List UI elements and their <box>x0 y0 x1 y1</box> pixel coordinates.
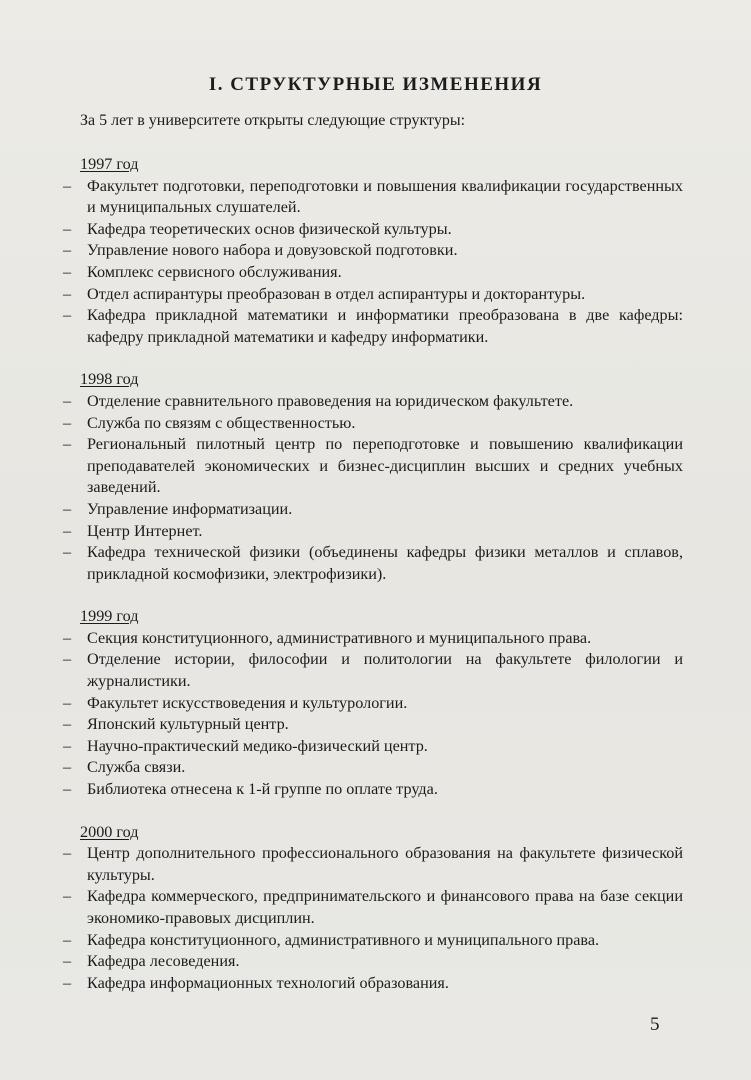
page-number: 5 <box>650 1014 660 1035</box>
list-item-text: Служба связи. <box>87 758 186 777</box>
list-item <box>63 757 683 779</box>
list-item-text: Библиотека отнесена к 1-й группе по оплате труда. <box>87 780 438 799</box>
section-1999 <box>63 606 683 800</box>
list-item <box>63 779 683 801</box>
dash-marker: – <box>63 736 72 755</box>
list-item <box>63 693 683 715</box>
list-item-text: Кафедра прикладной математики и информатики преобразована в две кафедры: кафедру прикладной математики и кафедру информатики. <box>87 306 683 346</box>
list-item <box>63 305 683 348</box>
list-item-text: Факультет подготовки, переподготовки и повышения квалификации государственных и муниципальных слушателей. <box>87 176 683 217</box>
list-item-text: Служба по связям с общественностью. <box>87 413 356 432</box>
dash-marker: – <box>63 543 72 562</box>
list-item-text: Кафедра лесоведения. <box>87 952 240 971</box>
dash-marker: – <box>63 219 72 238</box>
list-item <box>63 240 683 262</box>
section-2000 <box>63 822 683 995</box>
list-item <box>63 262 683 284</box>
year-heading: 1997 год <box>80 155 139 173</box>
dash-marker: – <box>63 780 72 799</box>
dash-marker: – <box>63 241 72 260</box>
dash-marker: – <box>63 930 72 949</box>
dash-marker: – <box>63 306 72 325</box>
list-item-text: Кафедра технической физики (объединены кафедры физики металлов и сплавов, прикладной космофизики, электрофизики). <box>87 543 683 583</box>
list-item-text: Управление нового набора и довузовской подготовки. <box>87 241 458 260</box>
dash-marker: – <box>63 499 72 518</box>
list-item-text: Центр дополнительного профессионального образования на факультете физической культуры. <box>87 844 683 884</box>
list-item-text: Кафедра коммерческого, предпринимательского и финансового права на базе секции экономико-правовых дисциплин. <box>87 887 683 927</box>
list-item <box>63 542 683 585</box>
list-item <box>63 649 683 692</box>
year-heading: 1999 год <box>80 607 139 626</box>
list-item <box>63 521 683 543</box>
list-item <box>63 176 683 219</box>
list-item-text: Кафедра информационных технологий образования. <box>87 973 449 992</box>
list-item <box>63 434 683 499</box>
list-item <box>63 391 683 413</box>
dash-marker: – <box>63 693 72 712</box>
list-item-text: Отдел аспирантуры преобразован в отдел аспирантуры и докторантуры. <box>87 284 586 303</box>
list-item <box>63 413 683 435</box>
list-item-text: Центр Интернет. <box>87 521 203 540</box>
list-item-text: Отделение истории, философии и политологии на факультете филологии и журналистики. <box>87 650 683 691</box>
dash-marker: – <box>63 715 72 734</box>
list-item <box>63 628 683 650</box>
dash-marker: – <box>63 262 72 281</box>
page-title: I. СТРУКТУРНЫЕ ИЗМЕНЕНИЯ <box>208 74 543 95</box>
dash-marker: – <box>63 391 72 410</box>
list-item <box>63 930 683 952</box>
list-item-text: Научно-практический медико-физический центр. <box>87 736 428 755</box>
dash-marker: – <box>63 887 72 906</box>
list-item-text: Факультет искусствоведения и культурологии. <box>87 693 408 712</box>
list-item <box>63 951 683 973</box>
dash-marker: – <box>63 521 72 540</box>
dash-marker: – <box>63 176 72 195</box>
list-item-text: Кафедра конституционного, административного и муниципального права. <box>87 930 600 949</box>
list-item <box>63 714 683 736</box>
dash-marker: – <box>63 284 72 303</box>
year-heading: 1998 год <box>80 370 139 389</box>
list-item-text: Японский культурный центр. <box>87 715 289 734</box>
list-item <box>63 284 683 306</box>
section-1997 <box>63 154 683 348</box>
section-1998 <box>63 369 683 585</box>
list-item <box>63 843 683 886</box>
dash-marker: – <box>63 758 72 777</box>
list-item <box>63 219 683 241</box>
dash-marker: – <box>63 413 72 432</box>
list-item-text: Кафедра теоретических основ физической культуры. <box>87 219 452 238</box>
dash-marker: – <box>63 435 72 454</box>
dash-marker: – <box>63 973 72 992</box>
list-item-text: Региональный пилотный центр по переподготовке и повышению квалификации преподавателей экономических и бизнес-дисциплин высших и средних учебных заведений. <box>87 435 683 497</box>
list-item-text: Отделение сравнительного правоведения на юридическом факультете. <box>87 391 574 410</box>
structures-list <box>63 154 683 994</box>
list-item <box>63 736 683 758</box>
list-item <box>63 886 683 929</box>
intro-text: За 5 лет в университете открыты следующие структуры: <box>80 112 466 129</box>
list-item-text: Управление информатизации. <box>87 499 293 518</box>
list-item-text: Секция конституционного, административного и муниципального права. <box>87 628 592 647</box>
list-item-text: Комплекс сервисного обслуживания. <box>87 262 342 281</box>
dash-marker: – <box>63 650 72 669</box>
dash-marker: – <box>63 844 72 863</box>
dash-marker: – <box>63 952 72 971</box>
list-item <box>63 973 683 995</box>
dash-marker: – <box>63 628 72 647</box>
list-item <box>63 499 683 521</box>
year-heading: 2000 год <box>80 822 139 841</box>
